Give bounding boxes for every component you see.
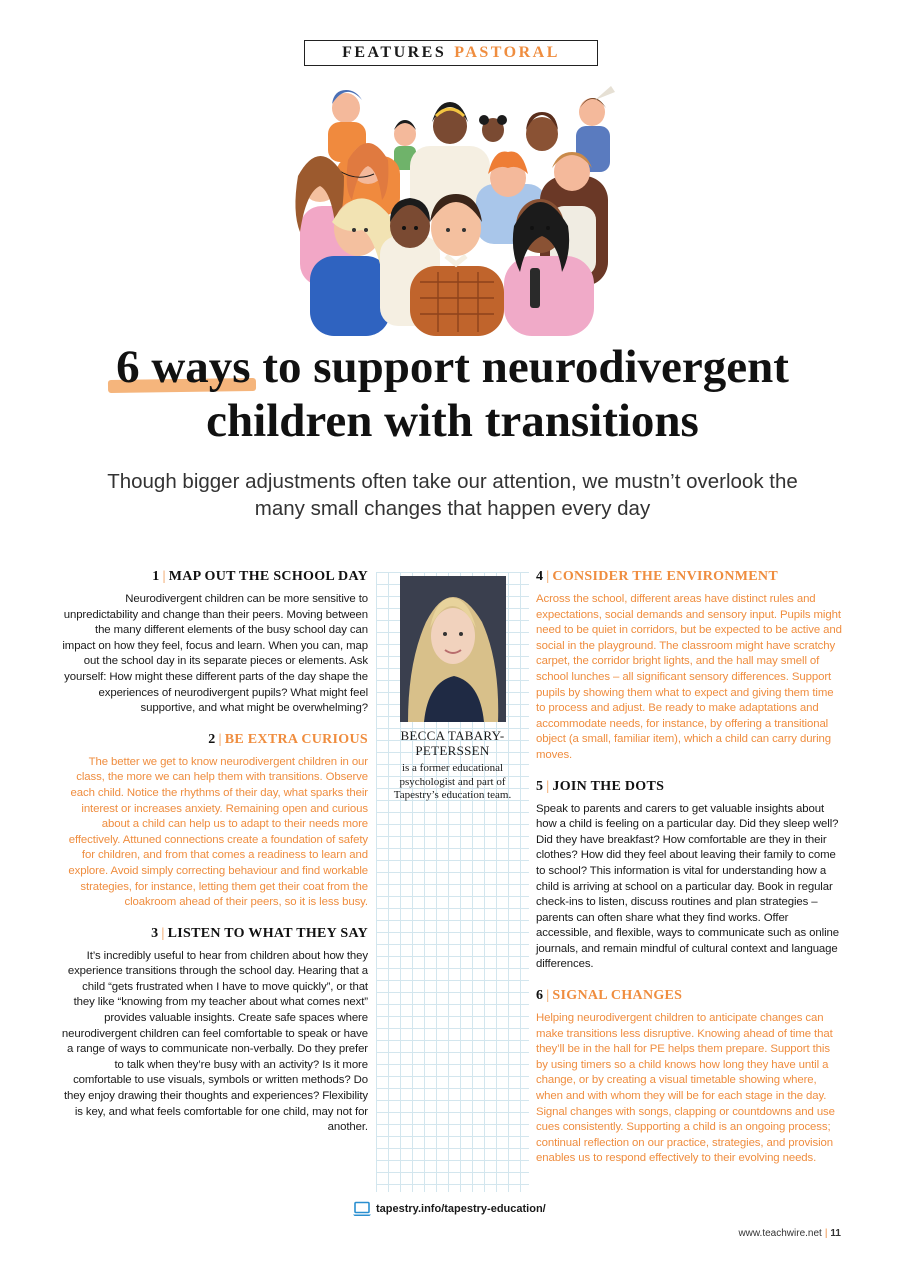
section-5-heading: 5 | JOIN THE DOTS bbox=[536, 778, 665, 794]
author-panel bbox=[376, 572, 529, 1192]
footer-site: www.teachwire.net bbox=[738, 1228, 822, 1239]
standfirst: Though bigger adjustments often take our attention, we mustn’t overlook the many small changes that happen every day bbox=[107, 470, 798, 520]
author-bio: is a former educational psychologist and part of Tapestry’s education team. bbox=[393, 762, 512, 801]
subsection-label: PASTORAL bbox=[454, 44, 560, 61]
section-4-body: Across the school, different areas have distinct rules and expectations, social demands and sensory input. Pupils might need to be quiet in corridors, but be expected to be active and social in the playground. The classroom might have scratchy carpet, the corridor bright lights, and the hall may smell of school lunches – all significant sensory differences. Support pupils by showing them what to expect and giving them time to process and adjust. Be ready to make adaptations and accommodate needs, for instance, by offering a transitional object (a small, familiar item), which a child can carry during moves. bbox=[536, 593, 842, 761]
section-4-heading: 4 | CONSIDER THE ENVIRONMENT bbox=[536, 569, 778, 584]
page-number: 11 bbox=[830, 1228, 841, 1239]
section-1-body: Neurodivergent children can be more sensitive to unpredictability and change than their peers. Moving between the many different elements of the busy school day can impact on how they feel, focus and learn. When you can, map out the school day in its separate pieces or elements. Ask yourself: How might these different parts of the day shape the experiences of neurodivergent pupils? What might feel supportive, and what might be overwhelming? bbox=[62, 593, 368, 715]
laptop-icon bbox=[352, 1201, 372, 1217]
right-column bbox=[536, 568, 843, 1181]
tapestry-link[interactable] bbox=[352, 1201, 546, 1217]
section-tag bbox=[304, 40, 598, 66]
page-footer: www.teachwire.net | 11 bbox=[738, 1228, 841, 1239]
children-group-illustration bbox=[250, 86, 655, 336]
section-2-body: The better we get to know neurodivergent children in our class, the more we can help them with transitions. Observe each child. Notice the rhythms of their day, what sparks their interest or increases anxiety. Remaining open and curious about a child can help us to adapt to their needs more effectively. Attuned connections create a foundation of safety for children, and from that comes a readiness to learn and explore. Avoid simply correcting behaviour and find workable strategies, for instance, letting them get their coat from the cloakroom ahead of their peers, so it is less busy. bbox=[68, 755, 368, 909]
section-2-heading: 2 | BE EXTRA CURIOUS bbox=[208, 731, 368, 747]
link-url[interactable]: tapestry.info/tapestry-education/ bbox=[376, 1203, 546, 1215]
section-3-heading: 3 | LISTEN TO WHAT THEY SAY bbox=[151, 925, 368, 941]
headline-line2: children with transitions bbox=[206, 395, 699, 447]
section-3-body: It’s incredibly useful to hear from children about how they experience transitions through the school day. Hearing that a child “gets frustrated when I have to move quickly”, or that they like “knowing from my teacher about what comes next” provides valuable insights. Create safe spaces where neurodivergent children can feel comfortable to speak or have a range of ways to communicate non-verbally. Do they prefer to talk when they’re busy with an activity? Is it more comfortable to use visuals, symbols or written methods? Do they enjoy drawing their thoughts and experiences? Flexibility is key, and what feels comfortable for one child, may not for another. bbox=[61, 949, 368, 1134]
section-5-body: Speak to parents and carers to get valuable insights about how a child is feeling on a particular day. Did they sleep well? Did they have breakfast? How comfortable are they in their clothes? How did they feel about leaving their family to come to school? This information is vital for understanding how a child is arriving at school on a particular day. Book in regular check-ins to listen, discuss routines and plan strategies – parents can often share what they find works. Offer accessible, and flexible, ways to communicate such as online journals, and remain mindful of cultural context and language differences. bbox=[536, 802, 839, 971]
author-name: BECCA TABARY-PETERSSEN bbox=[400, 728, 505, 758]
section-6-body: Helping neurodivergent children to anticipate changes can make transitions less disruptive. Knowing ahead of time that they’ll be in the hall for PE helps them prepare. Support this by using timers so a child knows how long they have until a change, or by creating a visual timetable showing where, when and with whom they will be for each stage in the day. Signal changes with songs, clapping or countdowns and use cues consistently. Supporting a child is an ongoing process; continual reflection on our practice, strategies, and provision enables us to respond effectively to their evolving needs. bbox=[536, 1012, 835, 1165]
headline-line1: to support neurodivergent bbox=[250, 341, 789, 393]
section-label: FEATURES bbox=[342, 44, 447, 61]
section-1-heading: 1 | MAP OUT THE SCHOOL DAY bbox=[152, 569, 368, 584]
headline-highlight: 6 ways bbox=[116, 341, 251, 393]
headline bbox=[30, 340, 875, 448]
left-column bbox=[60, 568, 368, 1150]
author-photo bbox=[400, 576, 506, 722]
section-6-heading: 6 | SIGNAL CHANGES bbox=[536, 988, 683, 1004]
